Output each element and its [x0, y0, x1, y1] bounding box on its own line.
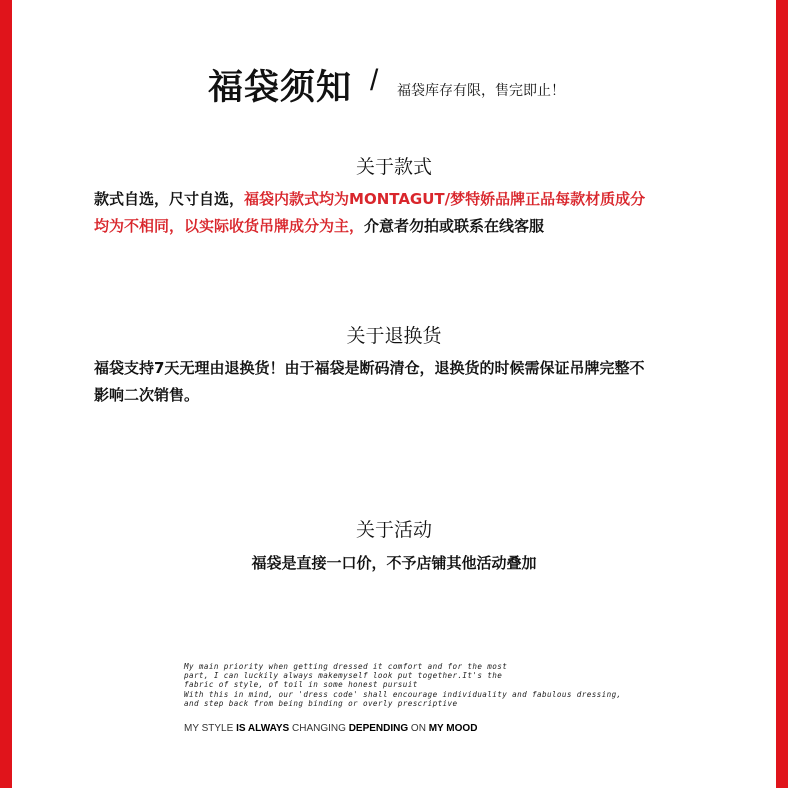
page-subtitle: 福袋库存有限，售完即止！ [397, 83, 565, 99]
tagline-bold-part: MY MOOD [428, 723, 478, 734]
english-line: fabric of style, of toil in some honest pursuit [184, 680, 418, 690]
promotion-line: 福袋是直接一口价，不予店铺其他活动叠加 [251, 554, 537, 572]
style-line-2 [94, 213, 694, 240]
english-text-block [184, 662, 624, 708]
english-line: part, I can luckily always makemyself look put together.It's the [184, 671, 503, 681]
right-red-border [776, 0, 788, 788]
style-line-2-highlight: 均为不相同，以实际收货吊牌成分为主， [94, 217, 365, 235]
returns-line-2: 影响二次销售。 [94, 386, 200, 404]
header [0, 58, 788, 108]
page-title: 福袋须知 [208, 68, 353, 108]
english-line: With this in mind, our 'dress code' shall encourage individuality and fabulous dressing, [184, 689, 622, 699]
style-line-2-normal: 介意者勿拍或联系在线客服 [364, 217, 545, 235]
style-line-1-normal: 款式自选，尺寸自选， [94, 190, 245, 208]
left-red-border [0, 0, 12, 788]
style-line-1-highlight: 福袋内款式均为MONTAGUT/梦特娇品牌正品每款材质成分 [244, 190, 646, 208]
section-title-style: 关于款式 [355, 156, 432, 178]
english-line: My main priority when getting dressed it comfort and for the most [184, 662, 508, 671]
tagline-part: CHANGING [289, 723, 349, 734]
section-title-returns: 关于退换货 [346, 325, 442, 347]
title-slash: / [370, 64, 379, 97]
returns-paragraph [94, 355, 694, 409]
style-line-1 [94, 186, 694, 213]
tagline-part: ON [408, 723, 429, 734]
tagline-part: MY STYLE [184, 723, 237, 734]
tagline [184, 723, 477, 734]
section-title-promotion: 关于活动 [355, 519, 432, 541]
tagline-bold-part: IS ALWAYS [236, 723, 290, 734]
english-line: and step back from being binding or overly prescriptive [184, 698, 458, 708]
tagline-bold-part: DEPENDING [348, 723, 409, 734]
style-paragraph [94, 186, 694, 240]
returns-line-1: 福袋支持7天无理由退换货！由于福袋是断码清仓，退换货的时候需保证吊牌完整不 [94, 359, 645, 377]
